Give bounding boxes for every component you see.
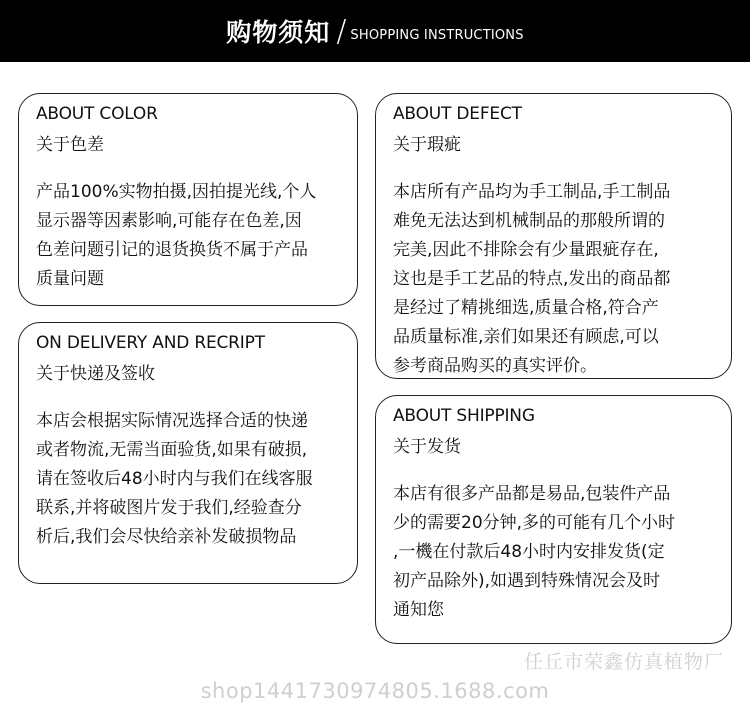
card-about-shipping	[375, 395, 732, 644]
card-about-defect	[375, 93, 732, 379]
card-title-zh: 关于发货	[393, 437, 461, 457]
header-title-en: SHOPPING INSTRUCTIONS	[350, 27, 524, 43]
card-about-color	[18, 93, 358, 306]
card-body: 本店会根据实际情况选择合适的快递 或者物流,无需当面验货,如果有破损, 请在签收后48小时内与我们在线客服 联系,并将破图片发于我们,经验查分 析后,我们会尽快给亲补发破损物品	[36, 411, 313, 547]
card-title-zh: 关于快递及签收	[36, 364, 155, 384]
card-body: 本店所有产品均为手工制品,手工制品 难免无法达到机械制品的那般所谓的 完美,因此不排除会有少量跟疵存在, 这也是手工艺品的特点,发出的商品都 是经过了精挑细选,质量合格,符合产 品质量标准,亲们如果还有顾虑,可以 参考商品购买的真实评价。	[393, 182, 671, 376]
card-title-zh: 关于瑕疵	[393, 135, 461, 155]
card-title-zh: 关于色差	[36, 135, 104, 155]
card-body: 本店有很多产品都是易品,包装件产品 少的需要20分钟,多的可能有几个小时 ,一機在付款后48小时内安排发货(定 初产品除外),如遇到特殊情况会及时 通知您	[393, 484, 676, 620]
header-slash: /	[336, 13, 347, 49]
watermark-factory-name: 任丘市荣鑫仿真植物厂	[523, 651, 724, 673]
card-title-en: ON DELIVERY AND RECRIPT	[36, 333, 265, 353]
watermark-shop-url: shop1441730974805.1688.com	[200, 679, 550, 703]
card-delivery-receipt	[18, 322, 358, 584]
card-title-en: ABOUT COLOR	[36, 104, 158, 124]
card-body: 产品100%实物拍摄,因拍提光线,个人 显示器等因素影响,可能存在色差,因 色差问题引记的退货换货不属于产品 质量问题	[36, 182, 317, 289]
header-title-zh: 购物须知	[226, 18, 331, 47]
card-title-en: ABOUT DEFECT	[393, 104, 522, 124]
card-title-en: ABOUT SHIPPING	[393, 406, 535, 426]
header-bar	[0, 0, 750, 62]
